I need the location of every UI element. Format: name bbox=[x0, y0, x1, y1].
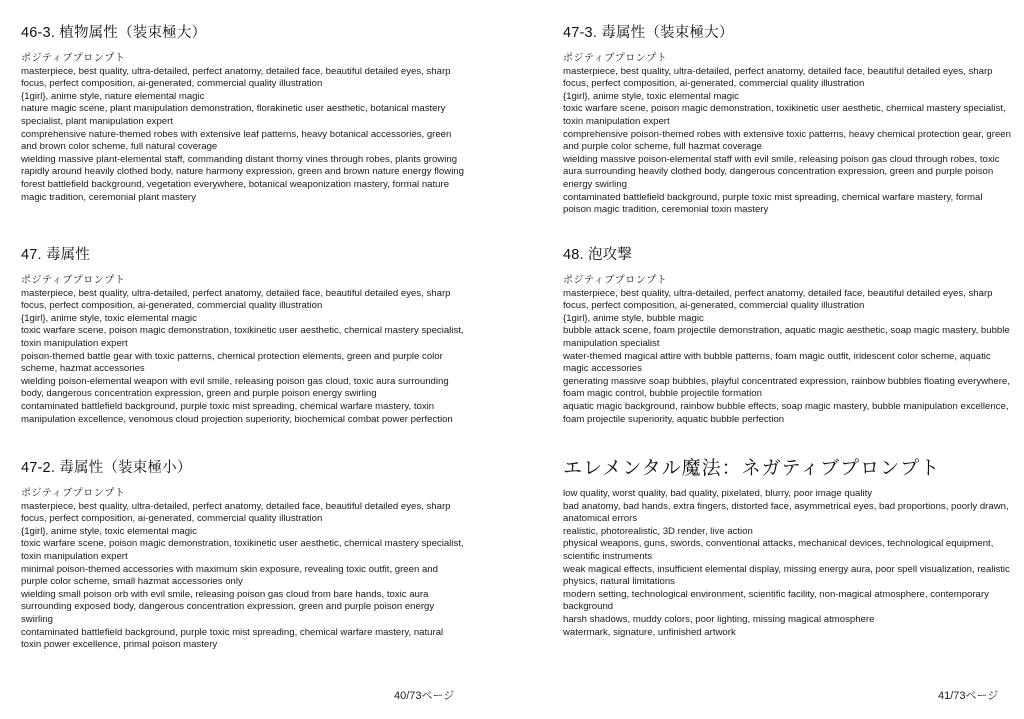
prompt-body bbox=[21, 501, 466, 652]
section-46-3-plant-attribute-max-outfit bbox=[21, 22, 466, 204]
prompt-body bbox=[563, 288, 1013, 427]
section-heading: 47. 毒属性 bbox=[21, 247, 91, 263]
prompt-line: masterpiece, best quality, ultra-detailed, perfect anatomy, detailed face, beautiful detailed eyes, sharp focus, perfect composition, ai-generated, commercial quality illustration bbox=[21, 287, 451, 312]
prompt-line: forest battlefield background, vegetation everywhere, botanical weaponization mastery, formal nature magic tradition, ceremonial plant mastery bbox=[21, 178, 450, 203]
prompt-line: masterpiece, best quality, ultra-detailed, perfect anatomy, detailed face, beautiful detailed eyes, sharp focus, perfect composition, ai-generated, commercial quality illustration bbox=[21, 65, 451, 90]
section-heading: エレメンタル魔法：ネガティブプロンプト bbox=[563, 458, 941, 479]
prompt-line: aquatic magic background, rainbow bubble effects, soap magic mastery, bubble manipulation excellence, foam projectile superiority, aquatic bubble perfection bbox=[563, 400, 1009, 425]
prompt-line: toxic warfare scene, poison magic demonstration, toxikinetic user aesthetic, chemical mastery specialist, toxin manipulation expert bbox=[563, 103, 1006, 127]
prompt-line: bad anatomy, bad hands, extra fingers, distorted face, asymmetrical eyes, bad proportions, poorly drawn, anatomical errors bbox=[563, 500, 1009, 525]
prompt-body bbox=[563, 66, 1013, 217]
prompt-line: {1girl}, anime style, toxic elemental magic bbox=[21, 525, 197, 537]
section-elemental-magic-negative-prompt bbox=[563, 456, 1013, 639]
negative-prompt-body bbox=[563, 488, 1013, 639]
prompt-line: poison-themed battle gear with toxic patterns, chemical protection elements, green and purple color scheme, hazmat accessories bbox=[21, 350, 443, 375]
positive-prompt-label: ポジティブプロンプト bbox=[563, 275, 668, 286]
prompt-line: {1girl}, anime style, nature elemental magic bbox=[21, 90, 205, 102]
section-47-3-poison-attribute-max-outfit bbox=[563, 22, 1013, 217]
section-47-2-poison-attribute-min-outfit bbox=[21, 457, 466, 652]
prompt-line: masterpiece, best quality, ultra-detailed, perfect anatomy, detailed face, beautiful detailed eyes, sharp focus, perfect composition, ai-generated, commercial quality illustration bbox=[563, 65, 993, 90]
prompt-line: generating massive soap bubbles, playful concentrated expression, rainbow bubbles floating everywhere, foam magic control, bubble projectile formation bbox=[563, 375, 1010, 400]
section-heading: 47-3. 毒属性（装束極大） bbox=[563, 25, 734, 41]
prompt-body bbox=[21, 66, 466, 205]
prompt-body bbox=[21, 288, 466, 427]
prompt-line: wielding massive poison-elemental staff with evil smile, releasing poison gas cloud through robes, toxic aura surrounding heavily clothed body, dangerous concentration expression, green and purple poison energy swirling bbox=[563, 153, 1000, 190]
prompt-line: toxic warfare scene, poison magic demonstration, toxikinetic user aesthetic, chemical mastery specialist, toxin manipulation expert bbox=[21, 538, 464, 562]
prompt-line: realistic, photorealistic, 3D render, live action bbox=[563, 525, 753, 537]
section-heading: 47-2. 毒属性（装束極小） bbox=[21, 460, 192, 476]
prompt-line: contaminated battlefield background, purple toxic mist spreading, chemical warfare mastery, toxin manipulation excellence, venomous cloud projection superiority, biochemical combat power perfection bbox=[21, 400, 453, 425]
prompt-line: low quality, worst quality, bad quality, pixelated, blurry, poor image quality bbox=[563, 488, 873, 499]
prompt-line: weak magical effects, insufficient elemental display, missing energy aura, poor spell visualization, realistic physics, natural limitations bbox=[563, 563, 1010, 588]
positive-prompt-label: ポジティブプロンプト bbox=[21, 488, 126, 499]
positive-prompt-label: ポジティブプロンプト bbox=[563, 53, 668, 64]
prompt-line: comprehensive poison-themed robes with extensive toxic patterns, heavy chemical protection gear, green and purple color scheme, full hazmat coverage bbox=[563, 128, 1011, 153]
section-heading: 46-3. 植物属性（装束極大） bbox=[21, 25, 207, 41]
positive-prompt-label: ポジティブプロンプト bbox=[21, 53, 126, 64]
page-number: 40/73ページ bbox=[394, 690, 455, 702]
prompt-line: masterpiece, best quality, ultra-detailed, perfect anatomy, detailed face, beautiful detailed eyes, sharp focus, perfect composition, ai-generated, commercial quality illustration bbox=[563, 287, 993, 312]
section-heading: 48. 泡攻撃 bbox=[563, 247, 633, 263]
prompt-line: minimal poison-themed accessories with maximum skin exposure, revealing toxic outfit, green and purple color scheme, small hazmat accessories only bbox=[21, 563, 438, 588]
section-48-bubble-attack bbox=[563, 244, 1013, 426]
prompt-line: {1girl}, anime style, toxic elemental magic bbox=[563, 90, 739, 102]
positive-prompt-label: ポジティブプロンプト bbox=[21, 275, 126, 286]
prompt-line: nature magic scene, plant manipulation demonstration, florakinetic user aesthetic, botanical mastery specialist, plant manipulation expert bbox=[21, 103, 446, 127]
document-page-right bbox=[512, 0, 1024, 719]
prompt-line: comprehensive nature-themed robes with extensive leaf patterns, heavy botanical accessories, green and brown color scheme, full natural coverage bbox=[21, 128, 452, 153]
prompt-line: contaminated battlefield background, purple toxic mist spreading, chemical warfare mastery, natural toxin power excellence, primal poison mastery bbox=[21, 626, 444, 651]
prompt-line: wielding small poison orb with evil smile, releasing poison gas cloud from bare hands, toxic aura surrounding exposed body, dangerous concentration expression, green and purple poison energy swirling bbox=[21, 588, 435, 625]
prompt-line: modern setting, technological environment, scientific facility, non-magical atmosphere, contemporary background bbox=[563, 588, 989, 613]
section-47-poison-attribute bbox=[21, 244, 466, 426]
prompt-line: toxic warfare scene, poison magic demonstration, toxikinetic user aesthetic, chemical mastery specialist, toxin manipulation expert bbox=[21, 325, 464, 349]
prompt-line: wielding massive plant-elemental staff, commanding distant thorny vines through robes, plants growing rapidly around heavily clothed body, nature harmony expression, green and brown nature energy flowing bbox=[21, 153, 465, 178]
prompt-line: wielding poison-elemental weapon with evil smile, releasing poison gas cloud, toxic aura surrounding body, dangerous concentration expression, green and purple poison energy swirling bbox=[21, 375, 449, 400]
prompt-line: contaminated battlefield background, purple toxic mist spreading, chemical warfare mastery, formal poison magic tradition, ceremonial toxin mastery bbox=[563, 191, 983, 216]
page-number: 41/73ページ bbox=[938, 690, 999, 702]
prompt-line: {1girl}, anime style, bubble magic bbox=[563, 312, 704, 324]
prompt-line: harsh shadows, muddy colors, poor lighting, missing magical atmosphere bbox=[563, 613, 875, 625]
prompt-line: water-themed magical attire with bubble patterns, foam magic outfit, iridescent color scheme, aquatic magic accessories bbox=[563, 350, 991, 375]
prompt-line: bubble attack scene, foam projectile demonstration, aquatic magic aesthetic, soap magic mastery, bubble manipulation specialist bbox=[563, 325, 1010, 349]
prompt-line: physical weapons, guns, swords, conventional attacks, mechanical devices, technological equipment, scientific instruments bbox=[563, 538, 994, 562]
prompt-line: watermark, signature, unfinished artwork bbox=[563, 626, 736, 638]
prompt-line: masterpiece, best quality, ultra-detailed, perfect anatomy, detailed face, beautiful detailed eyes, sharp focus, perfect composition, ai-generated, commercial quality illustration bbox=[21, 500, 451, 525]
prompt-line: {1girl}, anime style, toxic elemental magic bbox=[21, 312, 197, 324]
